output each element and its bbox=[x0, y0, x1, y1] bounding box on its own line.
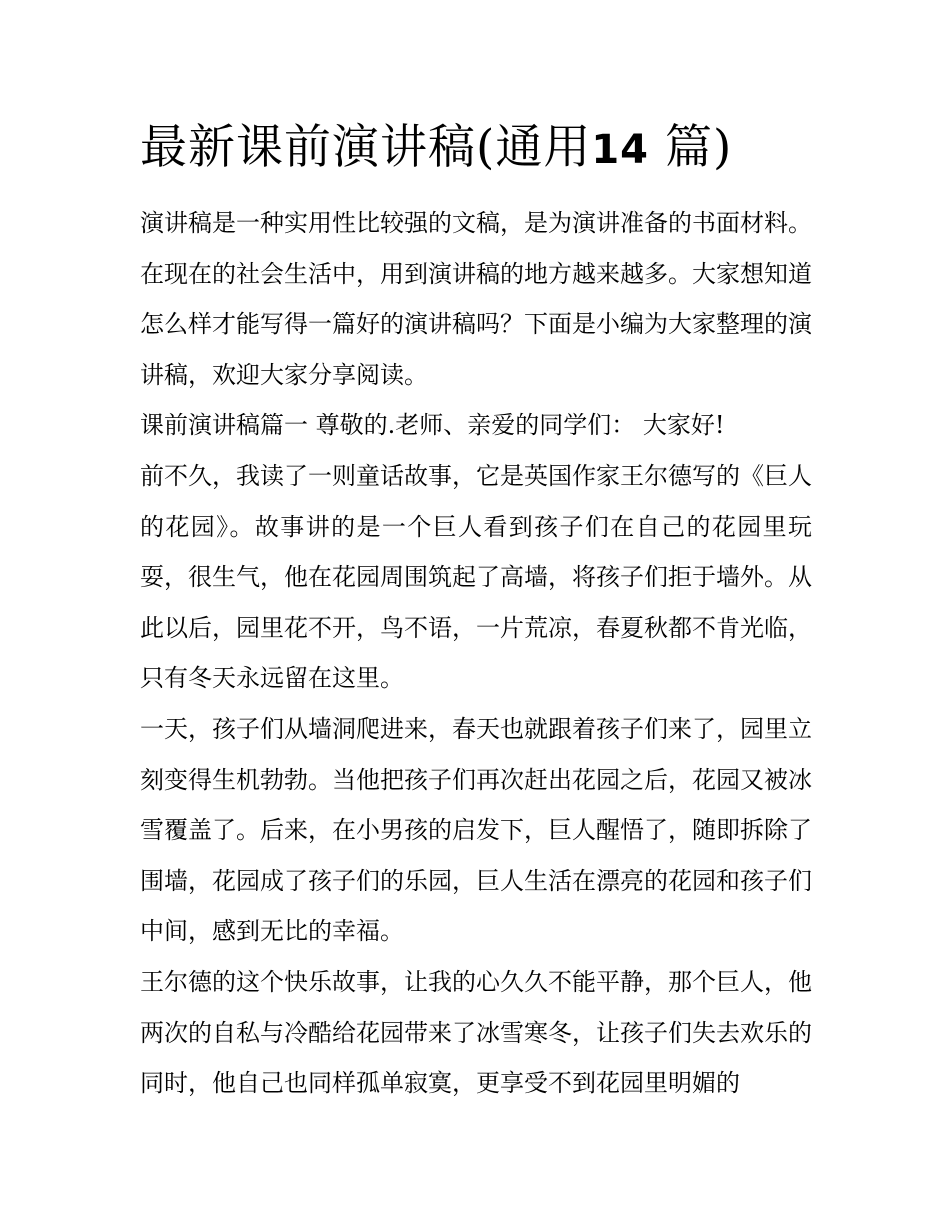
paragraph-story-spring: 一天，孩子们从墙洞爬进来，春天也就跟着孩子们来了，园里立刻变得生机勃勃。当他把孩子们再次赶出花园之后，花园又被冰雪覆盖了。后来，在小男孩的启发下，巨人醒悟了，随即拆除了围墙，花园成了孩子们的乐园，巨人生活在漂亮的花园和孩子们中间，感到无比的幸福。 bbox=[140, 714, 812, 946]
title-number: 14 bbox=[591, 127, 650, 173]
paragraph-greeting: 课前演讲稿篇一 尊敬的.老师、亲爱的同学们： 大家好! bbox=[140, 411, 725, 440]
title-text-start: 最新课前演讲稿(通用 bbox=[140, 120, 592, 175]
paragraph-story-intro: 前不久，我读了一则童话故事，它是英国作家王尔德写的《巨人的花园》。故事讲的是一个巨人看到孩子们在自己的花园里玩耍，很生气，他在花园周围筑起了高墙，将孩子们拒于墙外。从此以后，园里花不开，鸟不语，一片荒凉，春夏秋都不肯光临，只有冬天永远留在这里。 bbox=[140, 461, 812, 693]
paragraph-reflection: 王尔德的这个快乐故事，让我的心久久不能平静，那个巨人，他两次的自私与冷酷给花园带来了冰雪寒冬，让孩子们失去欢乐的同时，他自己也同样孤单寂寞，更享受不到花园里明媚的 bbox=[140, 967, 812, 1098]
document-title bbox=[140, 118, 732, 180]
title-text-end: 篇) bbox=[664, 120, 733, 175]
paragraph-intro: 演讲稿是一种实用性比较强的文稿，是为演讲准备的书面材料。在现在的社会生活中，用到演讲稿的地方越来越多。大家想知道怎么样才能写得一篇好的演讲稿吗？下面是小编为大家整理的演讲稿，欢迎大家分享阅读。 bbox=[140, 209, 812, 389]
document-body bbox=[140, 198, 812, 1109]
